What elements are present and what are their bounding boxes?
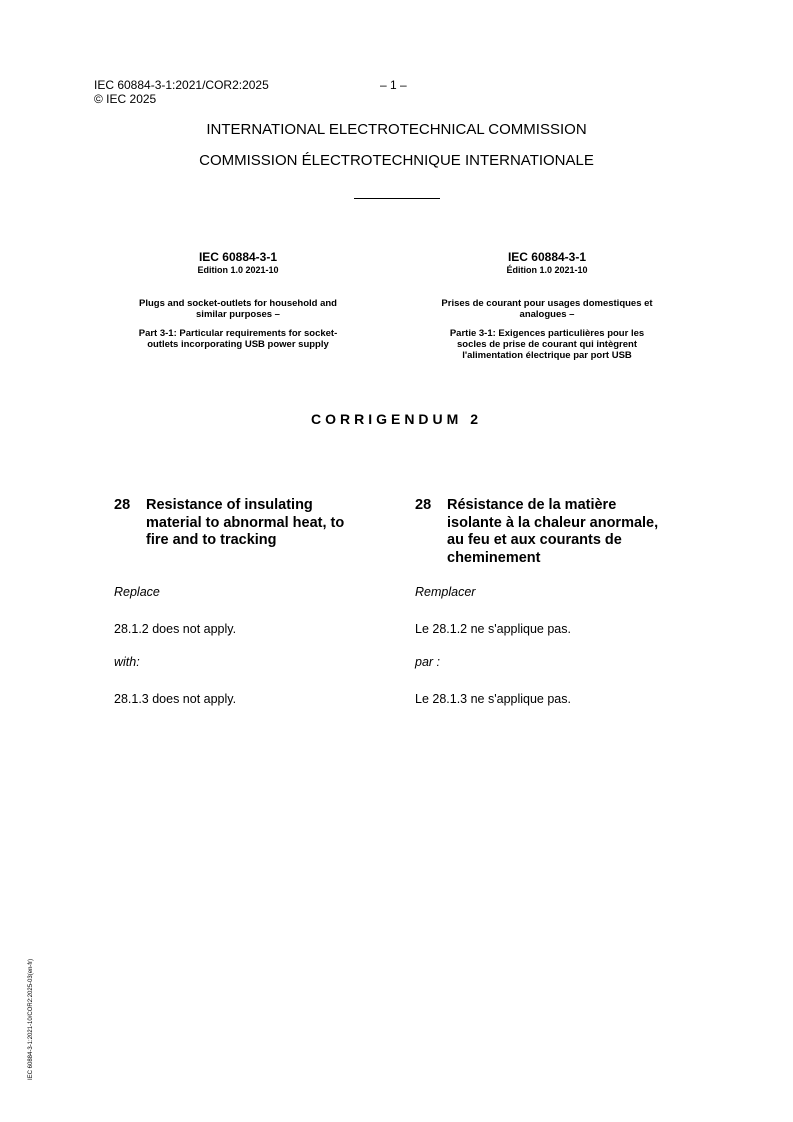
- old-text-fr: Le 28.1.2 ne s'applique pas.: [415, 622, 571, 636]
- standard-id-en: IEC 60884-3-1: [198, 250, 278, 264]
- new-text-en: 28.1.3 does not apply.: [114, 692, 237, 706]
- instruction-replace-en: Replace: [114, 585, 160, 599]
- section-heading-fr: [415, 497, 705, 567]
- part-title-en-line2: outlets incorporating USB power supply: [147, 339, 329, 350]
- title-en-line1: Plugs and socket-outlets for household and: [139, 298, 337, 309]
- title-fr-line2: analogues –: [519, 309, 575, 320]
- section-title-en-line2: material to abnormal heat, to: [146, 514, 345, 531]
- section-title-fr-line3: au feu et aux courants de: [447, 532, 622, 548]
- section-title-en-line1: Resistance of insulating: [146, 497, 313, 513]
- instruction-with-en: with:: [114, 655, 140, 669]
- section-title-fr-line2: isolante à la chaleur anormale,: [447, 514, 659, 531]
- section-heading-en: [114, 497, 384, 550]
- section-number-fr: 28: [415, 497, 432, 513]
- edition-en: Edition 1.0 2021-10: [197, 265, 279, 275]
- part-title-en-line1: Part 3-1: Particular requirements for socket-: [138, 328, 338, 339]
- standard-id-fr: IEC 60884-3-1: [507, 250, 587, 264]
- document-reference: IEC 60884-3-1:2021/COR2:2025: [94, 78, 269, 92]
- section-title-fr-line1: Résistance de la matière: [447, 497, 617, 513]
- part-title-fr-line3: l'alimentation électrique par port USB: [462, 350, 632, 361]
- section-title-en-line3: fire and to tracking: [146, 532, 277, 548]
- copyright: © IEC 2025: [94, 92, 157, 106]
- section-number-en: 28: [114, 497, 131, 513]
- part-title-fr-line1: Partie 3-1: Exigences particulières pour les: [449, 328, 645, 339]
- side-document-code: IEC 60884-3-1:2021-10/COR2:2025-03(en-fr): [28, 958, 34, 1080]
- old-text-en: 28.1.2 does not apply.: [114, 622, 237, 636]
- title-fr-line1: Prises de courant pour usages domestiques et: [441, 298, 653, 309]
- part-title-fr-line2: socles de prise de courant qui intègrent: [456, 339, 637, 350]
- organization-name-fr: COMMISSION ÉLECTROTECHNIQUE INTERNATIONALE: [199, 152, 594, 169]
- instruction-with-fr: par :: [415, 655, 441, 669]
- standard-block-en: [108, 250, 368, 350]
- title-en-line2: similar purposes –: [196, 309, 280, 320]
- page-number: – 1 –: [380, 78, 407, 92]
- corrigendum-title: CORRIGENDUM 2: [310, 411, 482, 427]
- section-title-fr-line4: cheminement: [447, 549, 541, 566]
- new-text-fr: Le 28.1.3 ne s'applique pas.: [415, 692, 571, 706]
- organization-name-en: INTERNATIONAL ELECTROTECHNICAL COMMISSION: [206, 121, 587, 138]
- header-divider: [354, 198, 440, 199]
- edition-fr: Édition 1.0 2021-10: [506, 265, 588, 275]
- instruction-replace-fr: Remplacer: [415, 585, 476, 599]
- standard-block-fr: [412, 250, 682, 361]
